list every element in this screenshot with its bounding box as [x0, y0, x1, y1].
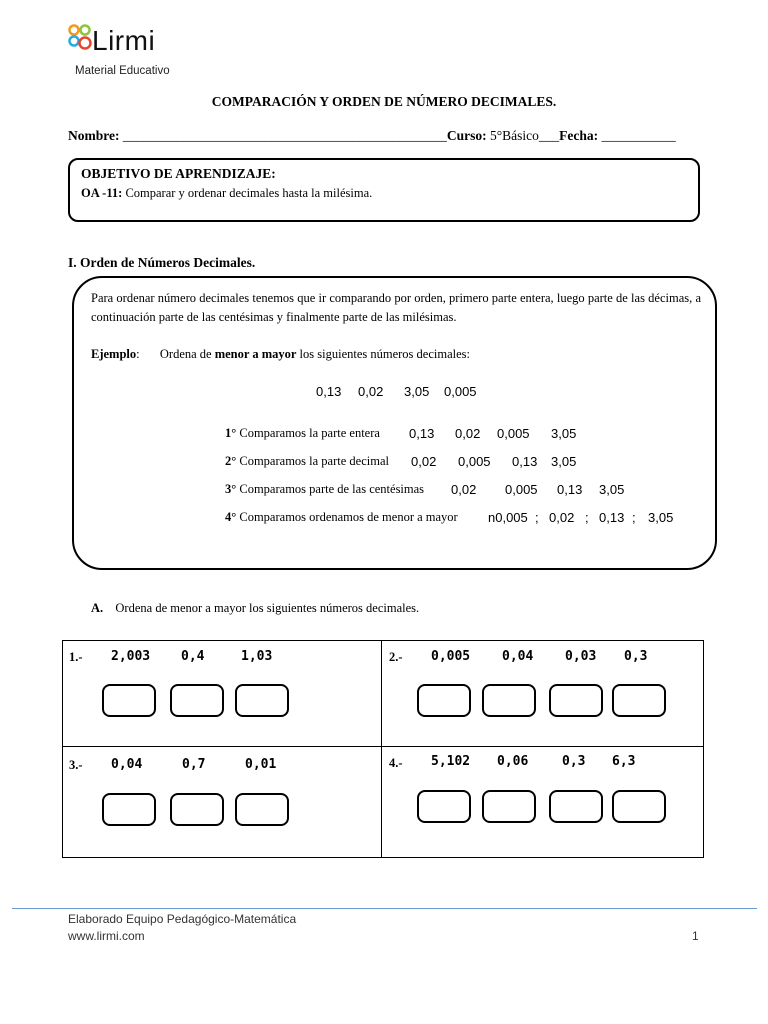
- item-label: 2.-: [389, 650, 403, 664]
- step-text: Comparamos la parte decimal: [239, 454, 389, 468]
- item-number: 0,03: [565, 649, 597, 664]
- step-separator: ;: [585, 510, 589, 525]
- step-value: 0,02: [451, 482, 477, 497]
- logo-wordmark: Lirmi: [92, 25, 156, 56]
- answer-box[interactable]: [612, 790, 666, 823]
- step-value: 3,05: [551, 426, 577, 441]
- item-number: 0,005: [431, 649, 471, 664]
- example-post: los siguientes números decimales:: [299, 347, 470, 361]
- item-label: 4.-: [389, 756, 403, 770]
- step-ordinal: 1°: [225, 426, 237, 440]
- step-value: 0,13: [409, 426, 435, 441]
- answer-box[interactable]: [549, 790, 603, 823]
- answer-box[interactable]: [549, 684, 603, 717]
- fecha-field[interactable]: ___________: [601, 128, 676, 143]
- footer-rule: [12, 908, 757, 909]
- answer-box[interactable]: [235, 684, 289, 717]
- step-4: [225, 510, 458, 525]
- step-3: [225, 482, 424, 497]
- example-number: 0,005: [444, 384, 477, 399]
- item-number: 0,06: [497, 754, 529, 769]
- step-text: Comparamos parte de las centésimas: [239, 482, 425, 496]
- footer-url[interactable]: www.lirmi.com: [68, 929, 145, 943]
- step-ordinal: 2°: [225, 454, 237, 468]
- step-1: [225, 426, 380, 441]
- step-value: 0,02: [549, 510, 575, 525]
- example-number: 0,02: [358, 384, 384, 399]
- example-colon: :: [136, 347, 140, 361]
- item-number: 0,04: [111, 757, 143, 772]
- step-separator: ;: [632, 510, 636, 525]
- item-number: 0,3: [624, 649, 648, 664]
- item-number: 2,003: [111, 649, 151, 664]
- item-number: 0,01: [245, 757, 277, 772]
- example-bold: menor a mayor: [214, 347, 297, 361]
- curso-blank: ___: [538, 128, 560, 143]
- answer-box[interactable]: [170, 793, 224, 826]
- student-info-line: [68, 128, 676, 144]
- objective-description: Comparar y ordenar decimales hasta la milésima.: [125, 186, 373, 200]
- step-value: 0,13: [599, 510, 625, 525]
- step-value: 0,02: [455, 426, 481, 441]
- section-heading: I. Orden de Números Decimales.: [68, 255, 256, 270]
- item-number: 0,7: [182, 757, 206, 772]
- page-number: 1: [692, 929, 699, 943]
- step-value: 3,05: [648, 510, 674, 525]
- answer-box[interactable]: [102, 793, 156, 826]
- item-number: 0,04: [502, 649, 534, 664]
- curso-value: 5°Básico: [490, 128, 539, 143]
- answer-box[interactable]: [235, 793, 289, 826]
- objective-heading: OBJETIVO DE APRENDIZAJE:: [81, 166, 276, 181]
- nombre-label: Nombre:: [68, 128, 120, 143]
- example-label: Ejemplo: [91, 347, 137, 361]
- item-label: 1.-: [69, 650, 83, 664]
- curso-label: Curso:: [446, 128, 487, 143]
- answer-box[interactable]: [102, 684, 156, 717]
- answer-box[interactable]: [482, 684, 536, 717]
- page-title: COMPARACIÓN Y ORDEN DE NÚMERO DECIMALES.: [211, 94, 557, 109]
- example-pre: Ordena de: [159, 347, 212, 361]
- example-number: 0,13: [316, 384, 342, 399]
- step-value: 0,005: [497, 426, 530, 441]
- step-value: n0,005: [488, 510, 528, 525]
- answer-box[interactable]: [417, 790, 471, 823]
- step-value: 3,05: [599, 482, 625, 497]
- footer-credit: Elaborado Equipo Pedagógico-Matemática: [68, 912, 297, 926]
- logo-subtitle: Material Educativo: [75, 65, 170, 77]
- step-2: [225, 454, 389, 469]
- step-separator: ;: [535, 510, 539, 525]
- item-number: 6,3: [612, 754, 636, 769]
- item-number: 5,102: [431, 754, 471, 769]
- exercise-instruction: [91, 601, 419, 616]
- grid-divider: [381, 640, 382, 858]
- item-number: 0,4: [181, 649, 205, 664]
- example-number: 3,05: [404, 384, 430, 399]
- item-number: 1,03: [241, 649, 273, 664]
- step-value: 0,005: [505, 482, 538, 497]
- nombre-field[interactable]: ________________________________________________: [122, 128, 447, 143]
- exercise-letter: A.: [91, 601, 104, 615]
- explanation-paragraph: Para ordenar número decimales tenemos que ir comparando por orden, primero parte entera, luego parte de las décimas, a continuación parte de las centésimas y finalmente parte de las milésimas.: [91, 291, 701, 324]
- step-value: 3,05: [551, 454, 577, 469]
- step-text: Comparamos ordenamos de menor a mayor: [239, 510, 458, 524]
- answer-box[interactable]: [612, 684, 666, 717]
- exercise-instruction-text: Ordena de menor a mayor los siguientes números decimales.: [115, 601, 420, 615]
- item-label: 3.-: [69, 758, 83, 772]
- step-value: 0,13: [512, 454, 538, 469]
- step-ordinal: 3°: [225, 482, 237, 496]
- fecha-label: Fecha:: [559, 128, 599, 143]
- step-value: 0,005: [458, 454, 491, 469]
- example-line: [91, 347, 470, 362]
- objective-code: OA -11:: [81, 186, 123, 200]
- answer-box[interactable]: [417, 684, 471, 717]
- exercise-grid: [62, 640, 704, 858]
- step-value: 0,13: [557, 482, 583, 497]
- item-number: 0,3: [562, 754, 586, 769]
- objective-text: [81, 186, 372, 201]
- step-ordinal: 4°: [225, 510, 237, 524]
- grid-divider: [62, 746, 704, 747]
- answer-box[interactable]: [170, 684, 224, 717]
- step-value: 0,02: [411, 454, 437, 469]
- step-text: Comparamos la parte entera: [239, 426, 380, 440]
- answer-box[interactable]: [482, 790, 536, 823]
